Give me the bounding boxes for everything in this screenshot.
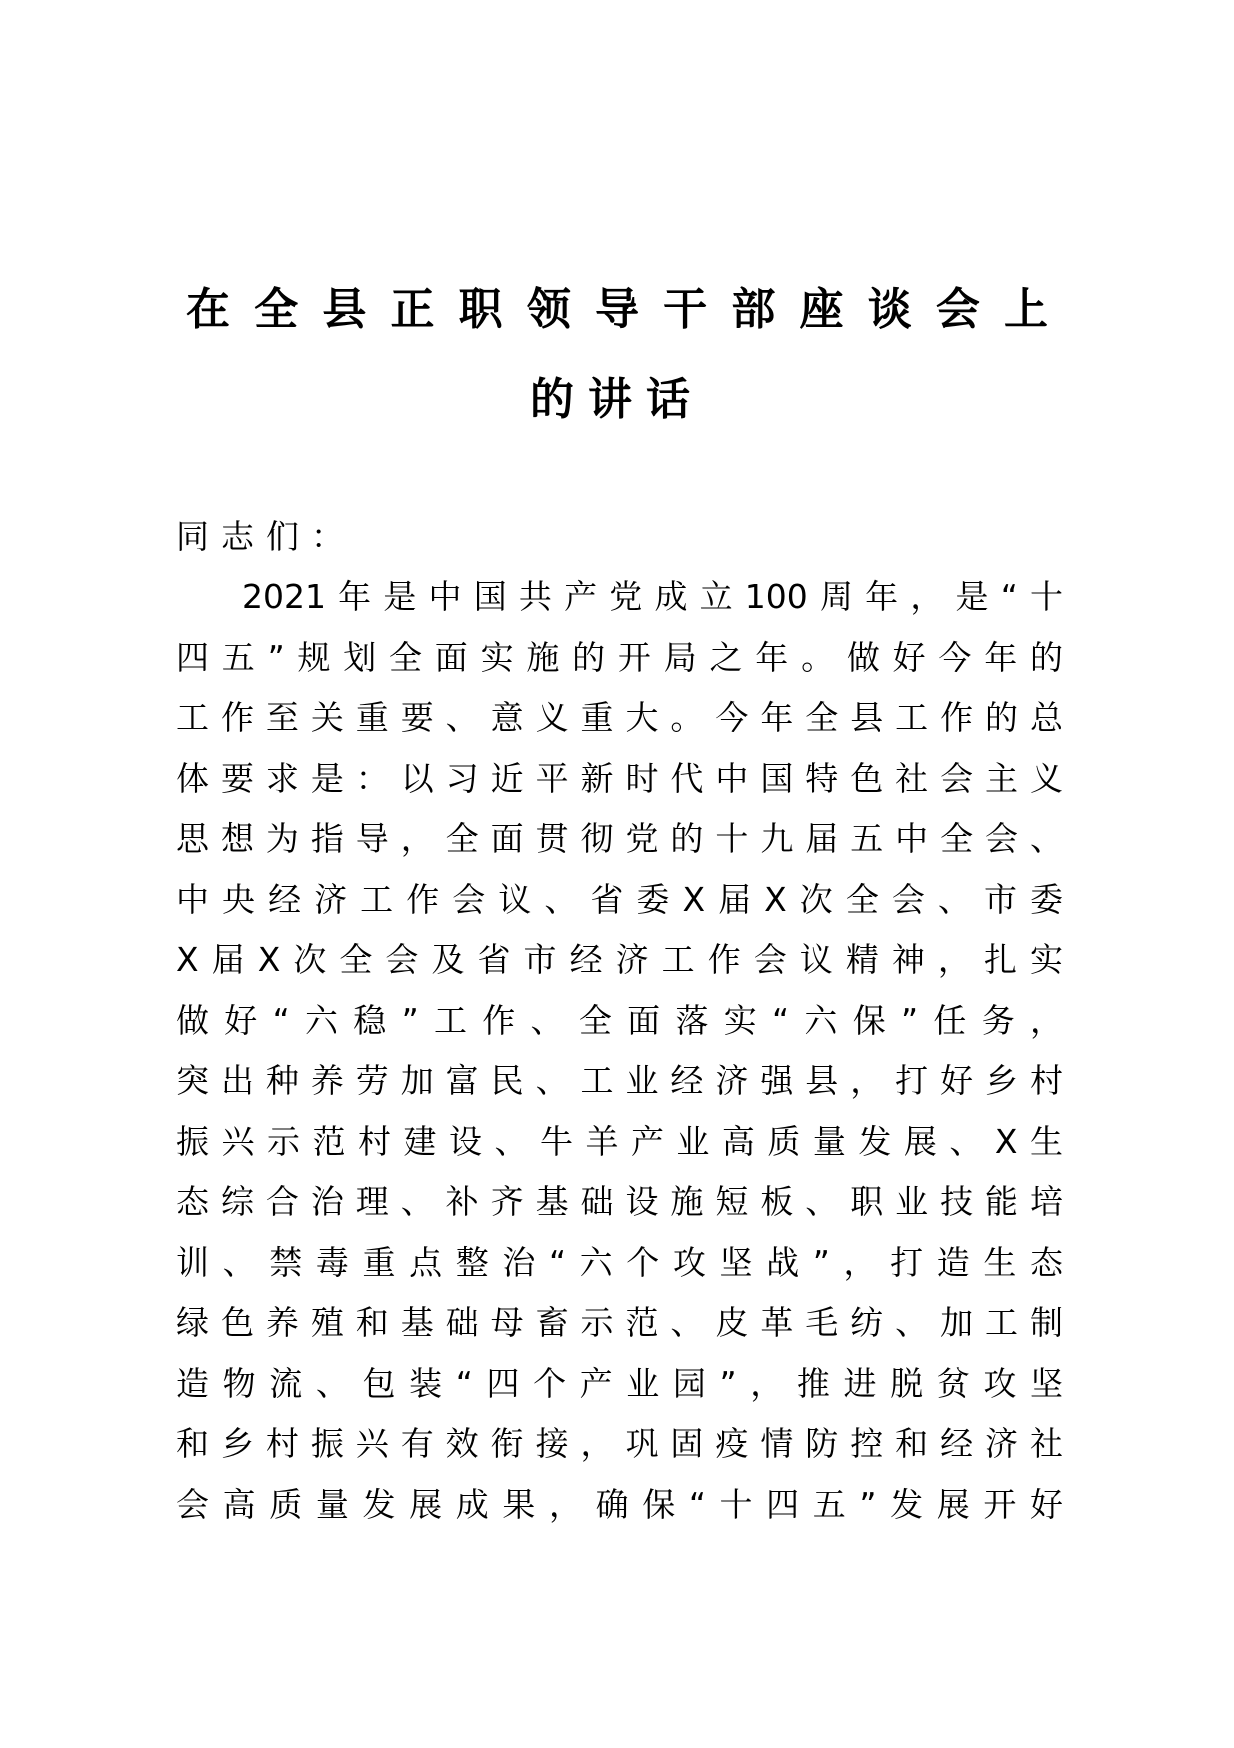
title-line-2: 的讲话: [530, 374, 704, 425]
paragraph-line: 和乡村振兴有效衔接，巩固疫情防控和经济社: [176, 1424, 1063, 1463]
paragraph-line: 工作至关重要、意义重大。今年全县工作的总: [176, 698, 1063, 737]
paragraph-line: 绿色养殖和基础母畜示范、皮革毛纺、加工制: [176, 1303, 1063, 1342]
paragraph-line: X届X次全会及省市经济工作会议精神，扎实: [176, 940, 1063, 979]
body-paragraph: [176, 567, 1063, 1535]
paragraph-line: 会高质量发展成果，确保“十四五”发展开好: [176, 1484, 1063, 1524]
paragraph-line: 突出种养劳加富民、工业经济强县，打好乡村: [176, 1061, 1063, 1100]
paragraph-line: 态综合治理、补齐基础设施短板、职业技能培: [176, 1182, 1063, 1221]
title-line-1: 在全县正职领导干部座谈会上: [186, 284, 1048, 335]
paragraph-line: 思想为指导，全面贯彻党的十九届五中全会、: [176, 819, 1063, 858]
paragraph-line: 训、禁毒重点整治“六个攻坚战”，打造生态: [176, 1242, 1063, 1282]
greeting: 同志们：: [176, 517, 356, 556]
paragraph-line: 2021年是中国共产党成立100周年，是“十: [242, 577, 1063, 616]
paragraph-line: 振兴示范村建设、牛羊产业高质量发展、X生: [176, 1121, 1063, 1161]
paragraph-line: 造物流、包装“四个产业园”，推进脱贫攻坚: [176, 1363, 1063, 1403]
paragraph-line: 中央经济工作会议、省委X届X次全会、市委: [176, 879, 1063, 919]
paragraph-line: 做好“六稳”工作、全面落实“六保”任务，: [176, 1000, 1063, 1040]
paragraph-line: 体要求是：以习近平新时代中国特色社会主义: [176, 758, 1063, 798]
paragraph-line: 四五”规划全面实施的开局之年。做好今年的: [176, 637, 1063, 677]
document-title: [186, 265, 1048, 445]
